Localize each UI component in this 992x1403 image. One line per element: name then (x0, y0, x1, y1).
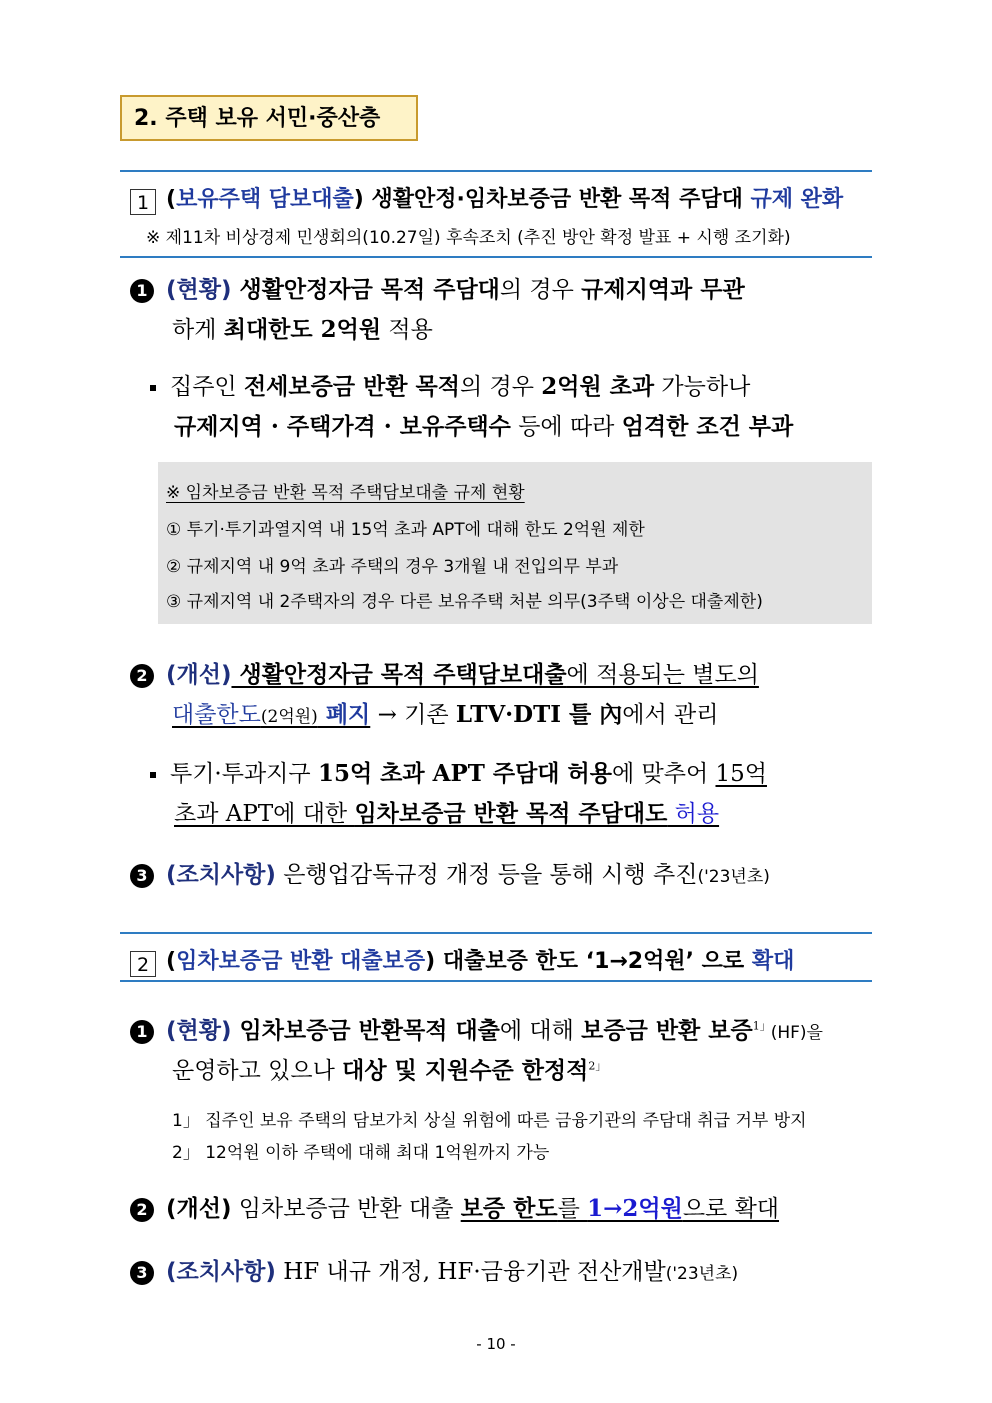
circled-number-1-icon: 1 (130, 279, 154, 303)
regulation-item: ① 투기·투기과열지역 내 15억 초과 APT에 대해 한도 2억원 제한 (166, 520, 645, 540)
circled-number-3-icon: 3 (130, 864, 154, 888)
item2-p2: 2 (개선) 임차보증금 반환 대출 보증 한도를 1→2억원으로 확대 (130, 1190, 779, 1223)
footnote: 2」 12억원 이하 주택에 대해 최대 1억원까지 가능 (172, 1143, 550, 1163)
item1-p1-bullet-line2: 규제지역 · 주택가격 · 보유주택수 등에 따라 엄격한 조건 부과 (174, 413, 794, 440)
item1-p2-bullet-line1: 투기·투과지구 15억 초과 APT 주담대 허용에 맞추어 15억 (150, 755, 767, 788)
regulation-box-title: ※ 임차보증금 반환 목적 주택담보대출 규제 현황 (166, 483, 525, 503)
item2-number-box: 2 (130, 951, 156, 977)
item2-p1-line2: 운영하고 있으나 대상 및 지원수준 한정적$^{2」}$ (172, 1057, 607, 1084)
circled-number-3-icon: 3 (130, 1261, 154, 1285)
item1-title: (보유주택 담보대출) 생활안정·임차보증금 반환 목적 주담대 규제 완화 (166, 187, 844, 212)
section-title: 2. 주택 보유 서민·중산층 (120, 95, 418, 141)
regulation-status-box (158, 462, 872, 624)
item1-heading (120, 170, 872, 258)
item2-heading (120, 932, 872, 982)
item1-p2-bullet-line2: 초과 APT에 대한 임차보증금 반환 목적 주담대도 허용 (174, 800, 720, 827)
item1-number-box: 1 (130, 189, 156, 215)
square-bullet-icon (150, 385, 156, 391)
square-bullet-icon (150, 772, 156, 778)
page-number: - 10 - (476, 1335, 516, 1353)
item1-note: ※ 제11차 비상경제 민생회의(10.27일) 후속조치 (추진 방안 확정 발표 + 시행 조기화) (146, 228, 791, 248)
item1-p2-line1: 2 (개선) 생활안정자금 목적 주택담보대출에 적용되는 별도의 (130, 656, 759, 689)
item1-p1-line1: 1 (현황) 생활안정자금 목적 주담대의 경우 규제지역과 무관 (130, 271, 745, 304)
item1-p1-bullet-line1: 집주인 전세보증금 반환 목적의 경우 2억원 초과 가능하나 (150, 368, 750, 401)
item2-title: (임차보증금 반환 대출보증) 대출보증 한도 ‘1→2억원’ 으로 확대 (166, 949, 795, 974)
item1-p1-line2: 하게 최대한도 2억원 적용 (172, 316, 433, 343)
circled-number-2-icon: 2 (130, 664, 154, 688)
item2-p3: 3 (조치사항) HF 내규 개정, HF·금융기관 전산개발('23년초) (130, 1253, 738, 1286)
regulation-item: ② 규제지역 내 9억 초과 주택의 경우 3개월 내 전입의무 부과 (166, 557, 619, 577)
footnote: 1」 집주인 보유 주택의 담보가치 상실 위험에 따른 금융기관의 주담대 취급 거부 방지 (172, 1111, 807, 1131)
item1-p2-line2: 대출한도(2억원) 폐지 → 기존 LTV·DTI 틀 內에서 관리 (172, 701, 719, 728)
item2-p1-line1: 1 (현황) 임차보증금 반환목적 대출에 대해 보증금 반환 보증$^{1」}$(HF)을 (130, 1012, 823, 1045)
item1-p3: 3 (조치사항) 은행업감독규정 개정 등을 통해 시행 추진('23년초) (130, 856, 770, 889)
circled-number-2-icon: 2 (130, 1198, 154, 1222)
circled-number-1-icon: 1 (130, 1020, 154, 1044)
regulation-item: ③ 규제지역 내 2주택자의 경우 다른 보유주택 처분 의무(3주택 이상은 대출제한) (166, 592, 763, 612)
